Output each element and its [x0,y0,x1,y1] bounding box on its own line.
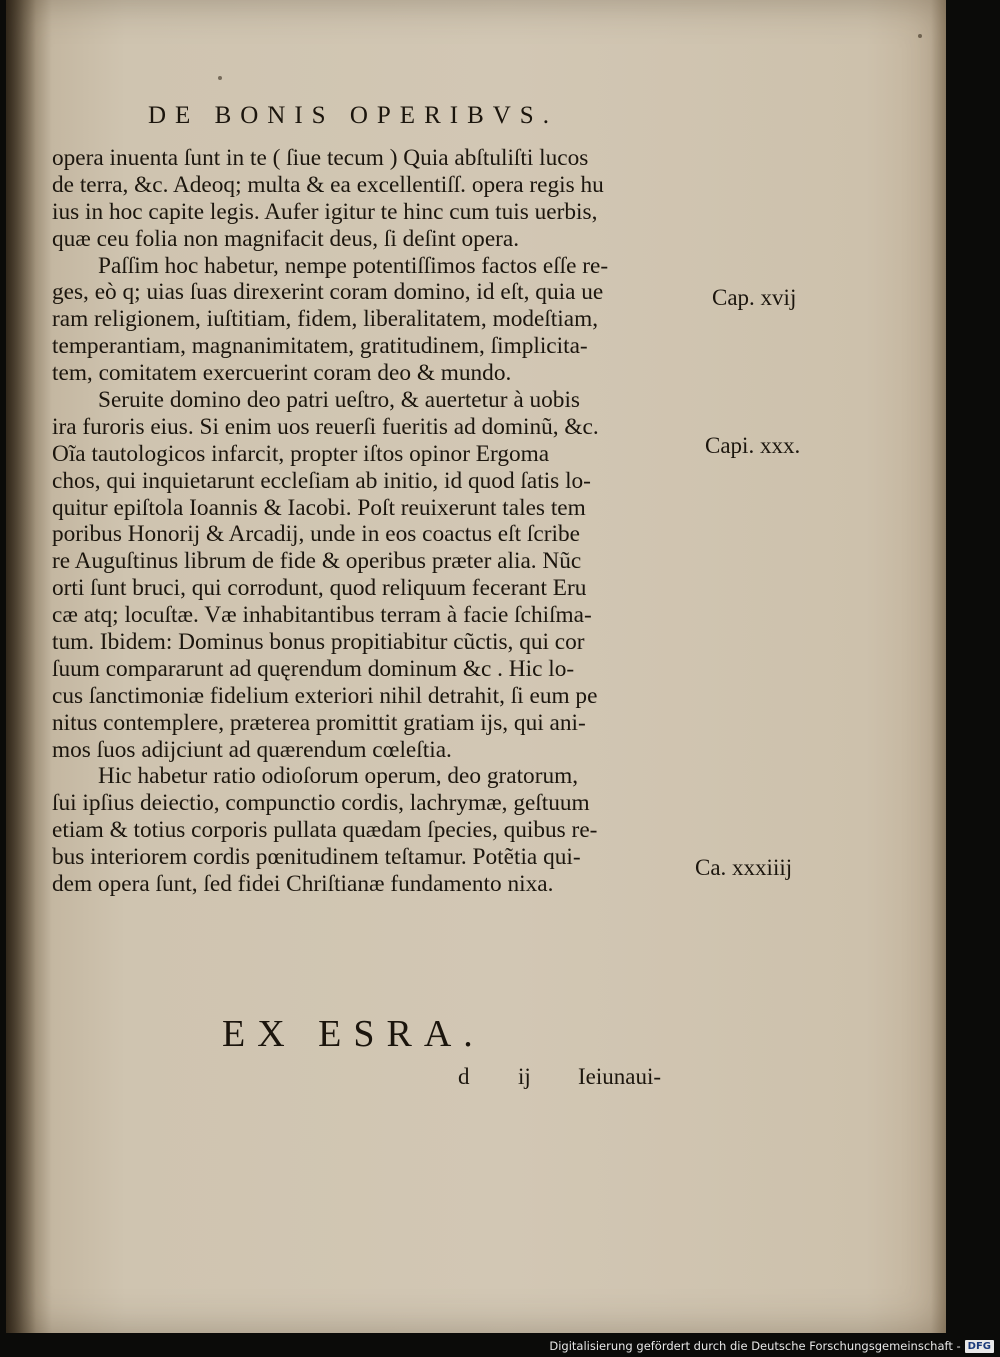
marginal-note-cap-30: Capi. xxx. [705,433,801,458]
running-title: DE BONIS OPERIBVS. [148,102,558,129]
text-line: cæ atq; locuſtæ. Væ inhabitantibus terram à facie ſchiſma- [52,602,592,629]
footer-credit: Digitalisierung gefördert durch die Deutsche Forschungsgemeinschaft - [549,1339,961,1353]
text-line: ſui ipſius deiectio, compunctio cordis, lachrymæ, geſtuum [52,790,590,817]
text-line: tem, comitatem exercuerint coram deo & mundo. [52,360,512,387]
text-line: cus ſanctimoniæ fidelium exteriori nihil detrahit, ſi eum pe [52,682,598,709]
body-text [52,145,712,898]
text-line: temperantiam, magnanimitatem, gratitudinem, ſimplicita- [52,333,588,360]
text-line: tum. Ibidem: Dominus bonus propitiabitur cũctis, qui cor [52,629,585,656]
text-line: bus interiorem cordis pœnitudinem teſtamur. Potẽtia qui- [52,844,581,871]
signature-mark: d [458,1064,470,1089]
text-line: re Auguſtinus librum de fide & operibus præter alia. Nũc [52,548,582,575]
text-line: Paſſim hoc habetur, nempe potentiſſimos factos eſſe re- [98,252,609,279]
text-line: orti ſunt bruci, qui corrodunt, quod reliquum fecerant Eru [52,575,587,602]
marginal-note-cap-34: Ca. xxxiiij [695,855,793,880]
text-line: ſuum compararunt ad quęrendum dominum &c . Hic lo- [52,655,575,682]
text-line: ira furoris eius. Si enim uos reuerſi fueritis ad dominũ, &c. [52,413,599,440]
text-line: ius in hoc capite legis. Aufer igitur te hinc cum tuis uerbis, [52,198,598,225]
text-line: etiam & totius corporis pullata quædam ſpecies, quibus re- [52,817,598,844]
text-line: mos ſuos adijciunt ad quærendum cœleſtia. [52,736,452,763]
signature-number: ij [518,1064,531,1089]
text-line: Seruite domino deo patri ueſtro, & auertetur à uobis [98,387,580,414]
text-line: de terra, &c. Adeoq; multa & ea excellentiſſ. opera regis hu [52,171,604,198]
section-heading: EX ESRA. [222,1013,485,1055]
page-gutter-shadow [6,0,36,1333]
text-line: Hic habetur ratio odioſorum operum, deo gratorum, [98,763,579,790]
marginal-note-cap-17: Cap. xvij [712,285,797,310]
text-line: quitur epiſtola Ioannis & Iacobi. Poſt reuixerunt tales tem [52,494,586,521]
text-line: opera inuenta ſunt in te ( ſiue tecum ) Quia abſtuliſti lucos [52,145,589,171]
digitization-footer [549,1337,994,1355]
text-line: chos, qui inquietarunt eccleſiam ab initio, id quod ſatis lo- [52,467,591,494]
paper-speck [918,34,922,38]
text-line: ram religionem, iuſtitiam, fidem, liberalitatem, modeſtiam, [52,306,599,333]
catchword: Ieiunaui- [578,1064,662,1089]
text-line: quæ ceu folia non magnifacit deus, ſi deſint opera. [52,225,520,252]
dfg-logo[interactable]: DFG [965,1340,994,1353]
text-line: nitus contemplere, præterea promittit gratiam ijs, qui ani- [52,709,586,736]
text-line: poribus Honorij & Arcadij, unde in eos coactus eſt ſcribe [52,521,580,548]
text-line: dem opera ſunt, ſed fidei Chriſtianæ fundamento nixa. [52,871,554,898]
text-line: Oĩa tautologicos infarcit, propter iſtos opinor Ergoma [52,440,550,467]
paper-speck [218,76,222,80]
text-line: ges, eò q; uias ſuas direxerint coram domino, id eſt, quia ue [52,279,604,306]
